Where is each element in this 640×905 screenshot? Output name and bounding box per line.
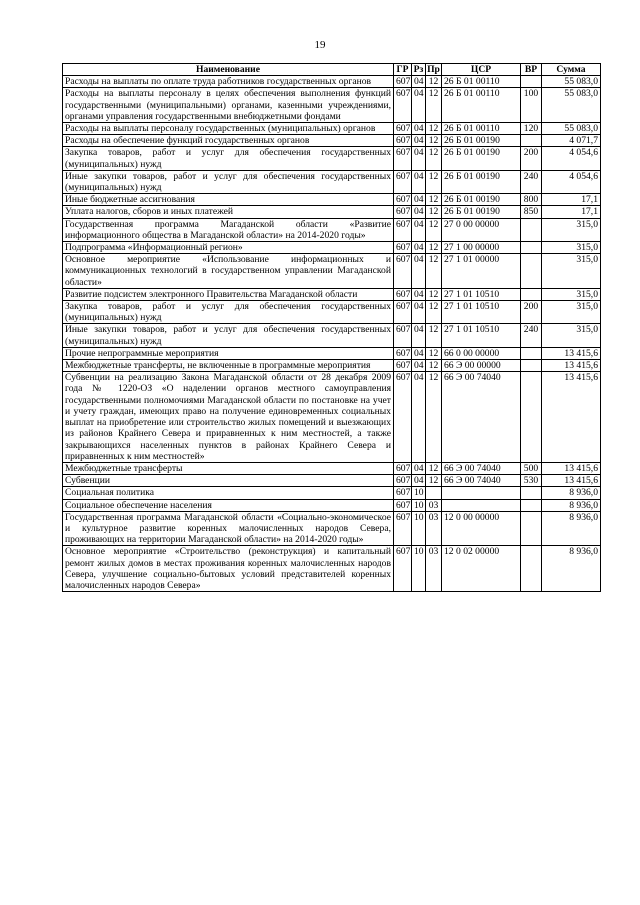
cell-gr: 607	[394, 475, 412, 487]
table-row	[63, 487, 601, 499]
cell-csr: 27 1 01 10510	[442, 301, 521, 324]
cell-pr: 12	[426, 123, 442, 135]
cell-pr: 12	[426, 206, 442, 218]
cell-csr: 26 Б 01 00110	[442, 88, 521, 123]
cell-pr: 12	[426, 76, 442, 88]
cell-sum: 13 415,6	[542, 475, 601, 487]
cell-gr: 607	[394, 511, 412, 546]
table-body	[63, 76, 601, 592]
cell-csr: 27 1 01 10510	[442, 324, 521, 347]
cell-csr: 26 Б 01 00190	[442, 135, 521, 147]
cell-csr: 66 0 00 00000	[442, 347, 521, 359]
cell-csr	[442, 499, 521, 511]
budget-table	[62, 63, 601, 592]
column-header-sum: Сумма	[542, 64, 601, 76]
cell-pr: 12	[426, 242, 442, 254]
table-row	[63, 254, 601, 289]
cell-sum: 4 071,7	[542, 135, 601, 147]
cell-pr: 03	[426, 511, 442, 546]
cell-vr	[521, 218, 542, 241]
cell-name: Межбюджетные трансферты	[63, 462, 394, 474]
cell-name: Субвенции	[63, 475, 394, 487]
cell-sum: 13 415,6	[542, 347, 601, 359]
cell-rz: 04	[412, 218, 426, 241]
cell-vr	[521, 254, 542, 289]
cell-name: Прочие непрограммные мероприятия	[63, 347, 394, 359]
cell-sum: 13 415,6	[542, 372, 601, 463]
cell-gr: 607	[394, 206, 412, 218]
cell-vr	[521, 135, 542, 147]
cell-sum: 4 054,6	[542, 170, 601, 193]
cell-sum: 55 083,0	[542, 123, 601, 135]
cell-sum: 8 936,0	[542, 546, 601, 592]
cell-vr	[521, 487, 542, 499]
cell-csr: 66 Э 00 00000	[442, 360, 521, 372]
cell-vr: 800	[521, 194, 542, 206]
cell-sum: 315,0	[542, 324, 601, 347]
cell-pr: 12	[426, 135, 442, 147]
cell-vr: 200	[521, 301, 542, 324]
cell-vr: 200	[521, 147, 542, 170]
cell-vr: 530	[521, 475, 542, 487]
cell-gr: 607	[394, 242, 412, 254]
cell-sum: 315,0	[542, 288, 601, 300]
cell-sum: 8 936,0	[542, 499, 601, 511]
cell-vr	[521, 288, 542, 300]
cell-name: Расходы на обеспечение функций государственных органов	[63, 135, 394, 147]
cell-sum: 55 083,0	[542, 88, 601, 123]
cell-name: Государственная программа Магаданской области «Развитие информационного общества в Магаданской области» на 2014-2020 годы»	[63, 218, 394, 241]
column-header-gr: ГР	[394, 64, 412, 76]
cell-pr: 12	[426, 288, 442, 300]
cell-rz: 04	[412, 88, 426, 123]
cell-vr	[521, 499, 542, 511]
cell-gr: 607	[394, 194, 412, 206]
cell-name: Межбюджетные трансферты, не включенные в программные мероприятия	[63, 360, 394, 372]
cell-rz: 04	[412, 76, 426, 88]
table-row	[63, 546, 601, 592]
cell-csr: 27 1 00 00000	[442, 242, 521, 254]
cell-gr: 607	[394, 254, 412, 289]
cell-csr: 66 Э 00 74040	[442, 462, 521, 474]
cell-name: Основное мероприятие «Строительство (реконструкция) и капитальный ремонт жилых домов в местах проживания коренных малочисленных народов Севера, улучшение социально-бытовых условий представителей коренных малочисленных народов Севера»	[63, 546, 394, 592]
column-header-rz: Рз	[412, 64, 426, 76]
cell-rz: 10	[412, 546, 426, 592]
cell-pr: 12	[426, 88, 442, 123]
table-row	[63, 242, 601, 254]
cell-csr: 66 Э 00 74040	[442, 372, 521, 463]
cell-rz: 04	[412, 242, 426, 254]
cell-name: Социальная политика	[63, 487, 394, 499]
cell-name: Подпрограмма «Информационный регион»	[63, 242, 394, 254]
table-row	[63, 147, 601, 170]
cell-gr: 607	[394, 123, 412, 135]
cell-rz: 04	[412, 462, 426, 474]
cell-name: Иные бюджетные ассигнования	[63, 194, 394, 206]
cell-name: Закупка товаров, работ и услуг для обеспечения государственных (муниципальных) нужд	[63, 147, 394, 170]
column-header-vr: ВР	[521, 64, 542, 76]
cell-name: Иные закупки товаров, работ и услуг для обеспечения государственных (муниципальных) нужд	[63, 324, 394, 347]
cell-vr	[521, 242, 542, 254]
page-number: 19	[314, 39, 326, 51]
cell-csr: 12 0 00 00000	[442, 511, 521, 546]
cell-pr: 12	[426, 360, 442, 372]
cell-pr: 12	[426, 194, 442, 206]
cell-sum: 315,0	[542, 218, 601, 241]
cell-vr: 100	[521, 88, 542, 123]
cell-name: Расходы на выплаты персоналу в целях обеспечения выполнения функций государственными (муниципальными) органами, казенными учреждениями, органами управления государственными внебюджетными фондами	[63, 88, 394, 123]
cell-rz: 04	[412, 194, 426, 206]
cell-gr: 607	[394, 170, 412, 193]
cell-sum: 8 936,0	[542, 511, 601, 546]
table-row	[63, 360, 601, 372]
cell-pr: 03	[426, 499, 442, 511]
column-header-pr: Пр	[427, 64, 440, 75]
cell-pr: 12	[426, 462, 442, 474]
cell-gr: 607	[394, 324, 412, 347]
cell-rz: 04	[412, 288, 426, 300]
cell-name: Государственная программа Магаданской области «Социально-экономическое и культурное развитие коренных малочисленных народов Севера, проживающих на территории Магаданской области» на 2014-2020 годы»	[63, 511, 394, 546]
cell-rz: 10	[412, 487, 426, 499]
table-row	[63, 511, 601, 546]
table-row	[63, 135, 601, 147]
cell-gr: 607	[394, 372, 412, 463]
cell-csr: 26 Б 01 00190	[442, 206, 521, 218]
cell-gr: 607	[394, 218, 412, 241]
cell-gr: 607	[394, 288, 412, 300]
cell-gr: 607	[394, 88, 412, 123]
cell-rz: 04	[412, 135, 426, 147]
cell-rz: 04	[412, 147, 426, 170]
cell-rz: 04	[412, 347, 426, 359]
cell-rz: 04	[412, 254, 426, 289]
column-header-name: Наименование	[63, 64, 394, 76]
cell-pr: 12	[426, 218, 442, 241]
cell-gr: 607	[394, 76, 412, 88]
cell-csr: 27 1 01 10510	[442, 288, 521, 300]
cell-csr: 26 Б 01 00190	[442, 170, 521, 193]
cell-pr: 12	[426, 254, 442, 289]
table-row	[63, 88, 601, 123]
cell-pr: 03	[426, 546, 442, 592]
table-row	[63, 206, 601, 218]
cell-name: Расходы на выплаты персоналу государственных (муниципальных) органов	[63, 123, 394, 135]
cell-gr: 607	[394, 135, 412, 147]
cell-sum: 13 415,6	[542, 360, 601, 372]
table-row	[63, 76, 601, 88]
cell-name: Расходы на выплаты по оплате труда работников государственных органов	[63, 76, 394, 88]
cell-sum: 4 054,6	[542, 147, 601, 170]
cell-csr: 66 Э 00 74040	[442, 475, 521, 487]
table-row	[63, 123, 601, 135]
cell-rz: 04	[412, 206, 426, 218]
cell-vr	[521, 511, 542, 546]
cell-vr	[521, 546, 542, 592]
cell-name: Уплата налогов, сборов и иных платежей	[63, 206, 394, 218]
table-row	[63, 499, 601, 511]
cell-rz: 04	[412, 475, 426, 487]
cell-sum: 17,1	[542, 206, 601, 218]
cell-csr: 26 Б 01 00190	[442, 147, 521, 170]
cell-name: Субвенции на реализацию Закона Магаданской области от 28 декабря 2009 года № 1220-ОЗ «О наделении органов местного самоуправления государственными полномочиями Магаданской области по постановке на учет и учету граждан, имеющих право на получение единовременных социальных выплат на приобретение или строительство жилых помещений и выезжающих из районов Крайнего Севера и приравненных к ним местностей, а также закрывающихся населенных пунктов в районах Крайнего Севера и приравненных к ним местностей»	[63, 372, 394, 463]
cell-gr: 607	[394, 301, 412, 324]
cell-pr: 12	[426, 170, 442, 193]
cell-csr: 27 0 00 00000	[442, 218, 521, 241]
cell-vr	[521, 347, 542, 359]
cell-gr: 607	[394, 347, 412, 359]
table-row	[63, 194, 601, 206]
cell-rz: 04	[412, 170, 426, 193]
cell-name: Развитие подсистем электронного Правительства Магаданской области	[63, 288, 394, 300]
cell-csr: 12 0 02 00000	[442, 546, 521, 592]
cell-pr: 12	[426, 347, 442, 359]
cell-rz: 04	[412, 123, 426, 135]
cell-gr: 607	[394, 546, 412, 592]
cell-gr: 607	[394, 462, 412, 474]
cell-pr	[426, 487, 442, 499]
cell-pr: 12	[426, 372, 442, 463]
table-row	[63, 324, 601, 347]
table-row	[63, 475, 601, 487]
cell-rz: 10	[412, 511, 426, 546]
cell-pr: 12	[426, 324, 442, 347]
cell-sum: 55 083,0	[542, 76, 601, 88]
table-row	[63, 170, 601, 193]
cell-sum: 315,0	[542, 254, 601, 289]
cell-name: Закупка товаров, работ и услуг для обеспечения государственных (муниципальных) нужд	[63, 301, 394, 324]
cell-rz: 04	[412, 301, 426, 324]
cell-vr	[521, 76, 542, 88]
cell-pr: 12	[426, 475, 442, 487]
table-row	[63, 218, 601, 241]
column-header-csr: ЦСР	[442, 64, 521, 76]
cell-sum: 13 415,6	[542, 462, 601, 474]
cell-csr: 26 Б 01 00110	[442, 76, 521, 88]
cell-rz: 04	[412, 372, 426, 463]
table-row	[63, 462, 601, 474]
cell-csr	[442, 487, 521, 499]
cell-sum: 17,1	[542, 194, 601, 206]
table-row	[63, 301, 601, 324]
cell-rz: 10	[412, 499, 426, 511]
cell-vr	[521, 360, 542, 372]
cell-gr: 607	[394, 487, 412, 499]
cell-vr: 120	[521, 123, 542, 135]
cell-pr: 12	[426, 301, 442, 324]
cell-rz: 04	[412, 324, 426, 347]
cell-vr: 240	[521, 324, 542, 347]
cell-gr: 607	[394, 147, 412, 170]
cell-name: Иные закупки товаров, работ и услуг для обеспечения государственных (муниципальных) нужд	[63, 170, 394, 193]
cell-pr: 12	[426, 147, 442, 170]
cell-name: Социальное обеспечение населения	[63, 499, 394, 511]
cell-sum: 8 936,0	[542, 487, 601, 499]
table-header-row	[63, 64, 601, 76]
cell-sum: 315,0	[542, 242, 601, 254]
cell-sum: 315,0	[542, 301, 601, 324]
cell-csr: 27 1 01 00000	[442, 254, 521, 289]
cell-gr: 607	[394, 360, 412, 372]
cell-vr: 850	[521, 206, 542, 218]
cell-csr: 26 Б 01 00110	[442, 123, 521, 135]
cell-rz: 04	[412, 360, 426, 372]
cell-vr: 500	[521, 462, 542, 474]
cell-vr	[521, 372, 542, 463]
table-row	[63, 347, 601, 359]
cell-gr: 607	[394, 499, 412, 511]
cell-csr: 26 Б 01 00190	[442, 194, 521, 206]
table-row	[63, 372, 601, 463]
table-row	[63, 288, 601, 300]
cell-name: Основное мероприятие «Использование информационных и коммуникационных технологий в государственном управлении Магаданской области»	[63, 254, 394, 289]
cell-vr: 240	[521, 170, 542, 193]
